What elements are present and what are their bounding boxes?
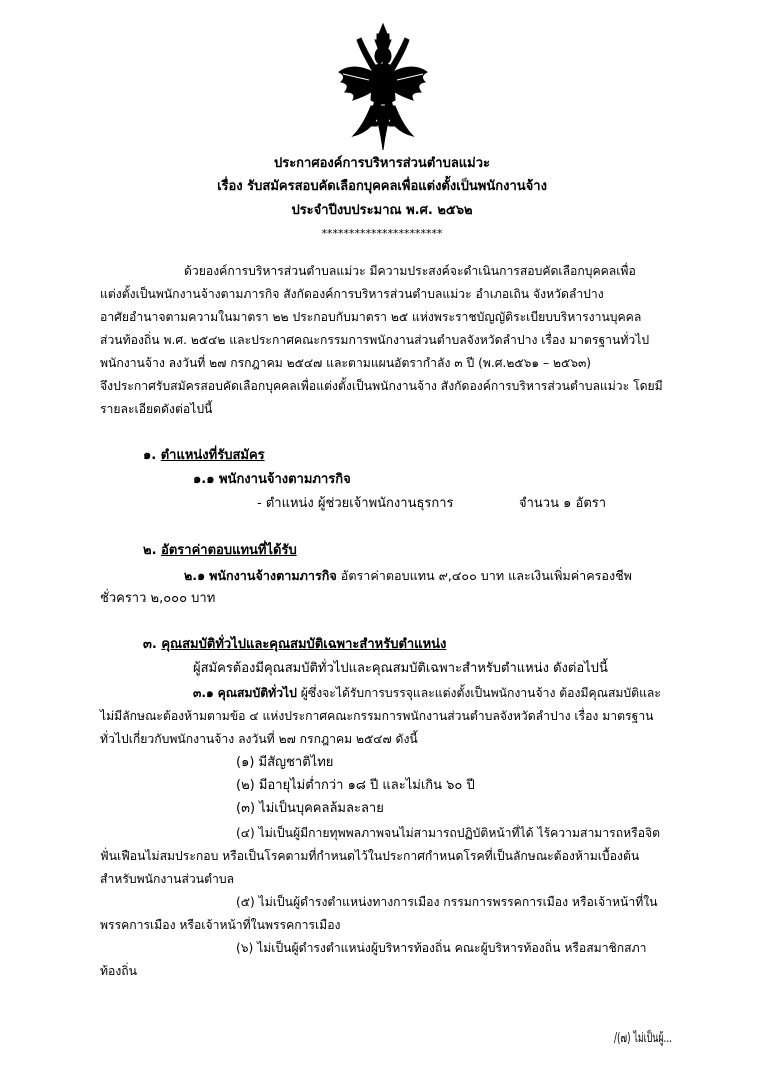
qualification-item-3: (๓) ไม่เป็นบุคคลล้มละลาย xyxy=(236,801,384,816)
garuda-emblem-icon xyxy=(333,22,433,152)
header-fiscal-year: ประจำปีงบประมาณ พ.ศ. ๒๕๖๒ xyxy=(291,203,473,218)
section2-sub-number: ๒.๑ xyxy=(184,568,206,583)
section1-heading xyxy=(143,446,265,466)
intro-line-7: รายละเอียดดังต่อไปนี้ xyxy=(100,402,213,416)
qualification-item-5-line-2: พรรคการเมือง หรือเจ้าหน้าที่ในพรรคการเมือง xyxy=(100,918,341,932)
section3-sub-line-2: ไม่มีลักษณะต้องห้ามตามข้อ ๔ แห่งประกาศคณะกรรมการพนักงานส่วนตำบลจังหวัดลำปาง เรื่อง มาตรฐาน xyxy=(100,709,654,723)
intro-line-3: อาศัยอำนาจตามความในมาตรา ๒๒ ประกอบกับมาตรา ๒๕ แห่งพระราชบัญญัติระเบียบบริหารงานบุคคล xyxy=(100,310,642,324)
section1-count: จำนวน ๑ อัตรา xyxy=(519,496,607,511)
qualification-item-5-line-1: (๕) ไม่เป็นผู้ดำรงตำแหน่งทางการเมือง กรรมการพรรคการเมือง หรือเจ้าหน้าที่ใน xyxy=(236,895,658,909)
intro-line-2: แต่งตั้งเป็นพนักงานจ้างตามภารกิจ สังกัดองค์การบริหารส่วนตำบลแม่วะ อำเภอเถิน จังหวัดลำปาง xyxy=(100,287,604,301)
header-divider-stars: ********************** xyxy=(321,227,443,240)
qualification-item-6-line-2: ท้องถิ่น xyxy=(100,964,138,978)
section2-heading xyxy=(143,541,297,561)
section3-number: ๓. xyxy=(143,637,157,652)
qualification-item-4-line-1: (๔) ไม่เป็นผู้มีกายทุพพลภาพจนไม่สามารถปฏิบัติหน้าที่ได้ ไร้ความสามารถหรือจิต xyxy=(236,826,661,840)
section1-sub-title: พนักงานจ้างตามภารกิจ xyxy=(218,472,351,487)
qualification-item-1: (๑) มีสัญชาติไทย xyxy=(236,755,334,770)
section1-number: ๑. xyxy=(143,448,157,463)
section1-title: ตำแหน่งที่รับสมัคร xyxy=(160,448,265,463)
section2-number: ๒. xyxy=(143,543,157,558)
section2-line-1 xyxy=(184,566,632,586)
section3-title: คุณสมบัติทั่วไปและคุณสมบัติเฉพาะสำหรับตำแหน่ง xyxy=(161,637,447,652)
section3-lead: ผู้สมัครต้องมีคุณสมบัติทั่วไปและคุณสมบัติเฉพาะสำหรับตำแหน่ง ดังต่อไปนี้ xyxy=(193,661,608,676)
intro-line-5: พนักงานจ้าง ลงวันที่ ๒๗ กรกฎาคม ๒๕๔๗ และตามแผนอัตรากำลัง ๓ ปี (พ.ศ.๒๕๖๑ – ๒๕๖๓) xyxy=(100,356,592,370)
section3-sub-line-1 xyxy=(193,683,661,703)
intro-line-1: ด้วยองค์การบริหารส่วนตำบลแม่วะ มีความประสงค์จะดำเนินการสอบคัดเลือกบุคคลเพื่อ xyxy=(184,264,636,278)
section2-sub-title: พนักงานจ้างตามภารกิจ xyxy=(209,568,337,583)
qualification-item-6-line-1: (๖) ไม่เป็นผู้ดำรงตำแหน่งผู้บริหารท้องถิ่น คณะผู้บริหารท้องถิ่น หรือสมาชิกสภา xyxy=(236,941,647,955)
section1-sub-number: ๑.๑ xyxy=(193,472,215,487)
intro-line-4: ส่วนท้องถิ่น พ.ศ. ๒๕๔๒ และประกาศคณะกรรมการพนักงานส่วนตำบลจังหวัดลำปาง เรื่อง มาตรฐานทั่วไป xyxy=(100,333,650,347)
page-continuation-note: /(๗) ไม่เป็นผู้... xyxy=(614,1031,672,1046)
section3-sub-number: ๓.๑ xyxy=(193,686,214,700)
qualification-item-4-line-2: ฟั่นเฟือนไม่สมประกอบ หรือเป็นโรคตามที่กำหนดไว้ในประกาศกำหนดโรคที่เป็นลักษณะต้องห้ามเบื้องต้น xyxy=(100,849,640,863)
intro-line-6: จึงประกาศรับสมัครสอบคัดเลือกบุคคลเพื่อแต่งตั้งเป็นพนักงานจ้าง สังกัดองค์การบริหารส่วนตำบลแม่วะ โดยมี xyxy=(100,379,663,393)
qualification-item-4-line-3: สำหรับพนักงานส่วนตำบล xyxy=(100,872,235,886)
section3-sub-line-3: ทั่วไปเกี่ยวกับพนักงานจ้าง ลงวันที่ ๒๗ กรกฎาคม ๒๕๔๗ ดังนี้ xyxy=(100,732,418,746)
section1-position: - ตำแหน่ง ผู้ช่วยเจ้าพนักงานธุรการ xyxy=(257,496,454,511)
section3-heading xyxy=(143,635,446,655)
section1-sub-heading xyxy=(193,470,351,490)
header-org: ประกาศองค์การบริหารส่วนตำบลแม่วะ xyxy=(273,156,491,171)
section2-title: อัตราค่าตอบแทนที่ได้รับ xyxy=(161,543,297,558)
section2-line-2: ชั่วคราว ๒,๐๐๐ บาท xyxy=(100,591,216,606)
qualification-item-2: (๒) มีอายุไม่ต่ำกว่า ๑๘ ปี และไม่เกิน ๖๐ ปี xyxy=(236,778,475,793)
section2-line1-rest: อัตราค่าตอบแทน ๙,๔๐๐ บาท และเงินเพิ่มค่าครองชีพ xyxy=(340,568,632,583)
header-subject: เรื่อง รับสมัครสอบคัดเลือกบุคคลเพื่อแต่งตั้งเป็นพนักงานจ้าง xyxy=(217,179,547,194)
section3-sub-title: คุณสมบัติทั่วไป xyxy=(217,686,297,700)
section3-sub-line1-rest: ผู้ซึ่งจะได้รับการบรรจุและแต่งตั้งเป็นพนักงานจ้าง ต้องมีคุณสมบัติและ xyxy=(300,686,661,700)
